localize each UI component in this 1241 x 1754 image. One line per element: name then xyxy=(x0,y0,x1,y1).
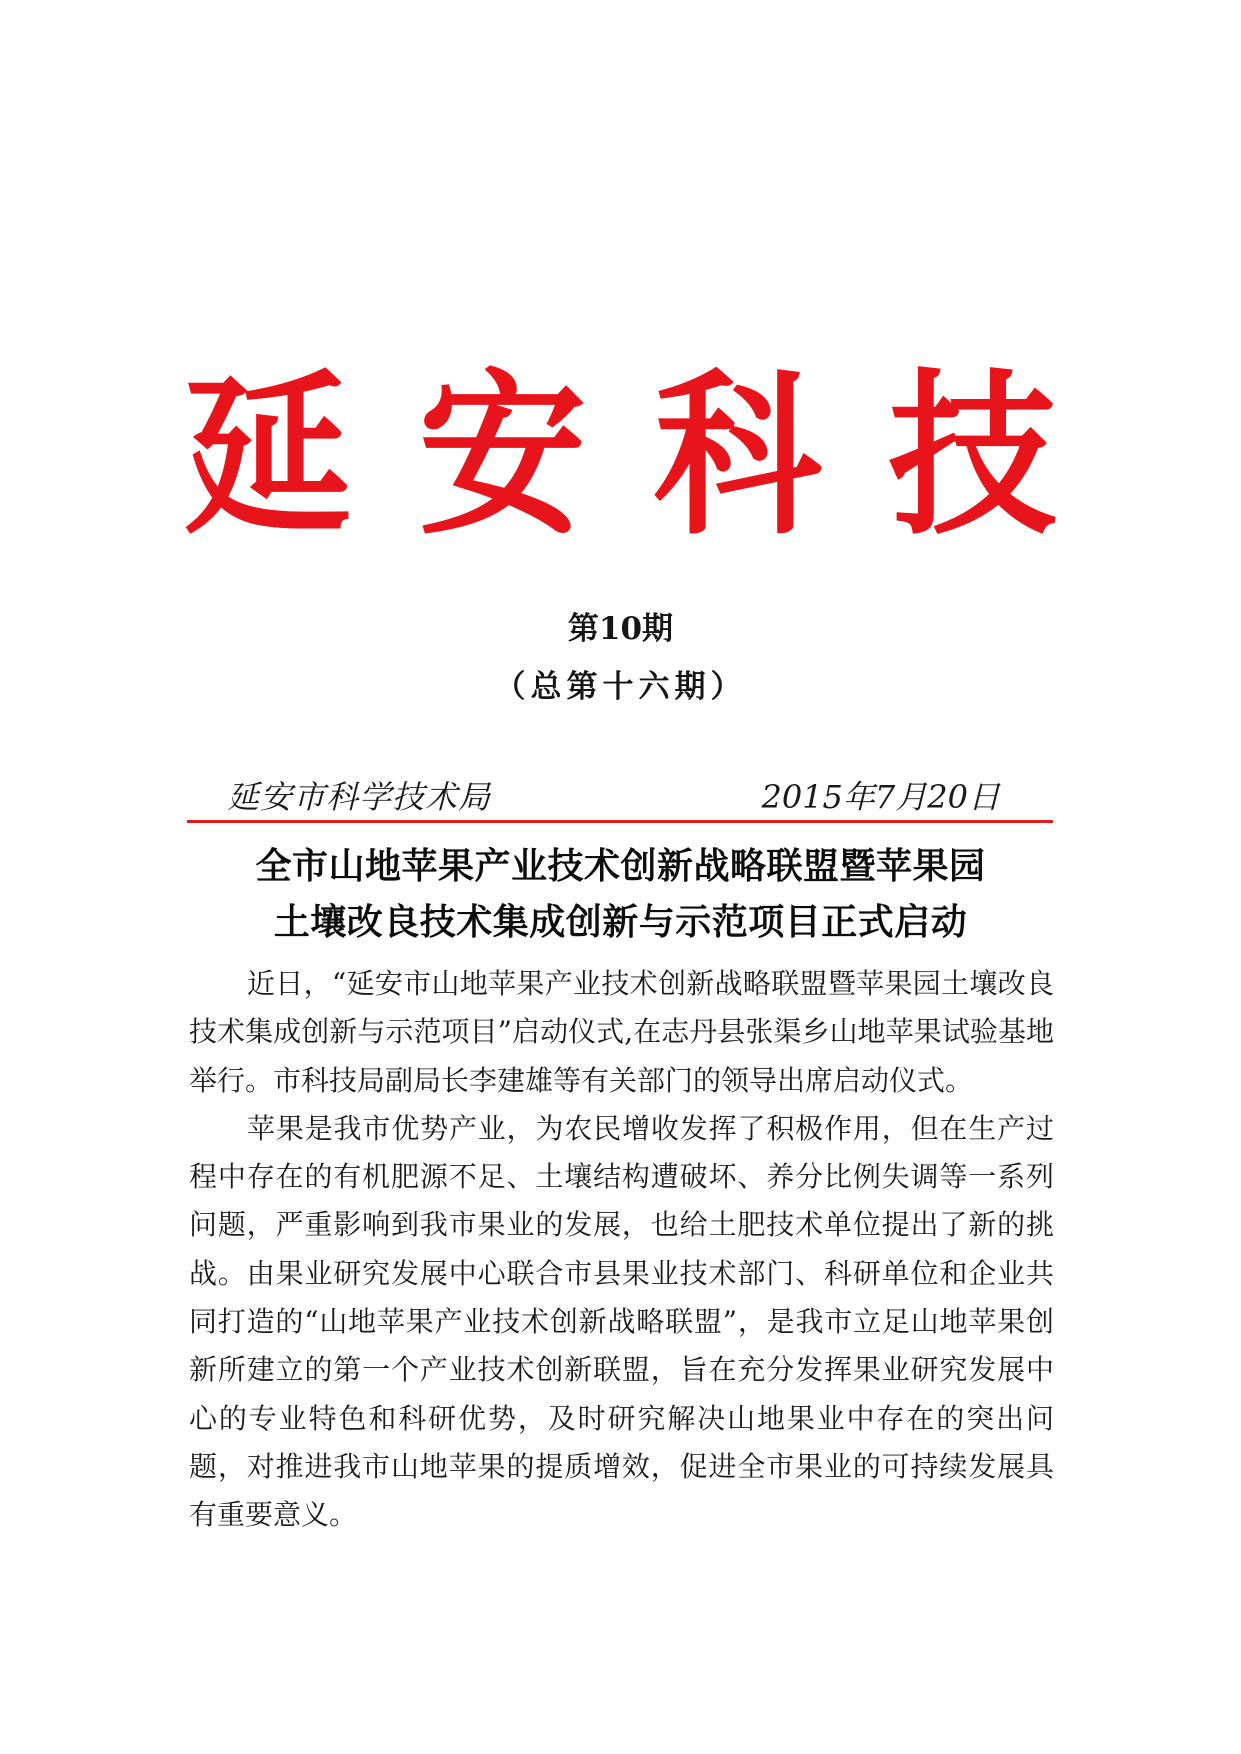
headline-line-2: 土壤改良技术集成创新与示范项目正式启动 xyxy=(273,902,968,943)
issue-total: （总第十六期） xyxy=(494,669,747,705)
publication-meta xyxy=(190,772,1050,816)
issue-number: 第10期 xyxy=(567,611,674,647)
masthead-char: 技 xyxy=(888,351,1057,559)
publisher: 延安市科学技术局 xyxy=(227,778,492,816)
article-body xyxy=(189,960,1054,1540)
masthead-char: 安 xyxy=(418,351,587,559)
headline-line-1: 全市山地苹果产业技术创新战略联盟暨苹果园 xyxy=(255,846,986,887)
masthead-title xyxy=(170,351,1070,559)
header-divider xyxy=(187,820,1053,823)
paragraph: 近日，“延安市山地苹果产业技术创新战略联盟暨苹果园土壤改良技术集成创新与示范项目”启动仪式,在志丹县张渠乡山地苹果试验基地举行。市科技局副局长李建雄等有关部门的领导出席启动仪式。 xyxy=(189,967,1054,1097)
publication-date: 2015年7月20日 xyxy=(761,778,1000,816)
masthead-char: 科 xyxy=(653,351,822,559)
masthead-char: 延 xyxy=(183,351,352,559)
paragraph: 苹果是我市优势产业，为农民增收发挥了积极作用，但在生产过程中存在的有机肥源不足、土壤结构遭破坏、养分比例失调等一系列问题，严重影响到我市果业的发展，也给土肥技术单位提出了新的挑战。由果业研究发展中心联合市县果业技术部门、科研单位和企业共同打造的“山地苹果产业技术创新战略联盟”，是我市立足山地苹果创新所建立的第一个产业技术创新联盟，旨在充分发挥果业研究发展中心的专业特色和科研优势，及时研究解决山地果业中存在的突出问题，对推进我市山地苹果的提质增效，促进全市果业的可持续发展具有重要意义。 xyxy=(189,1111,1054,1532)
